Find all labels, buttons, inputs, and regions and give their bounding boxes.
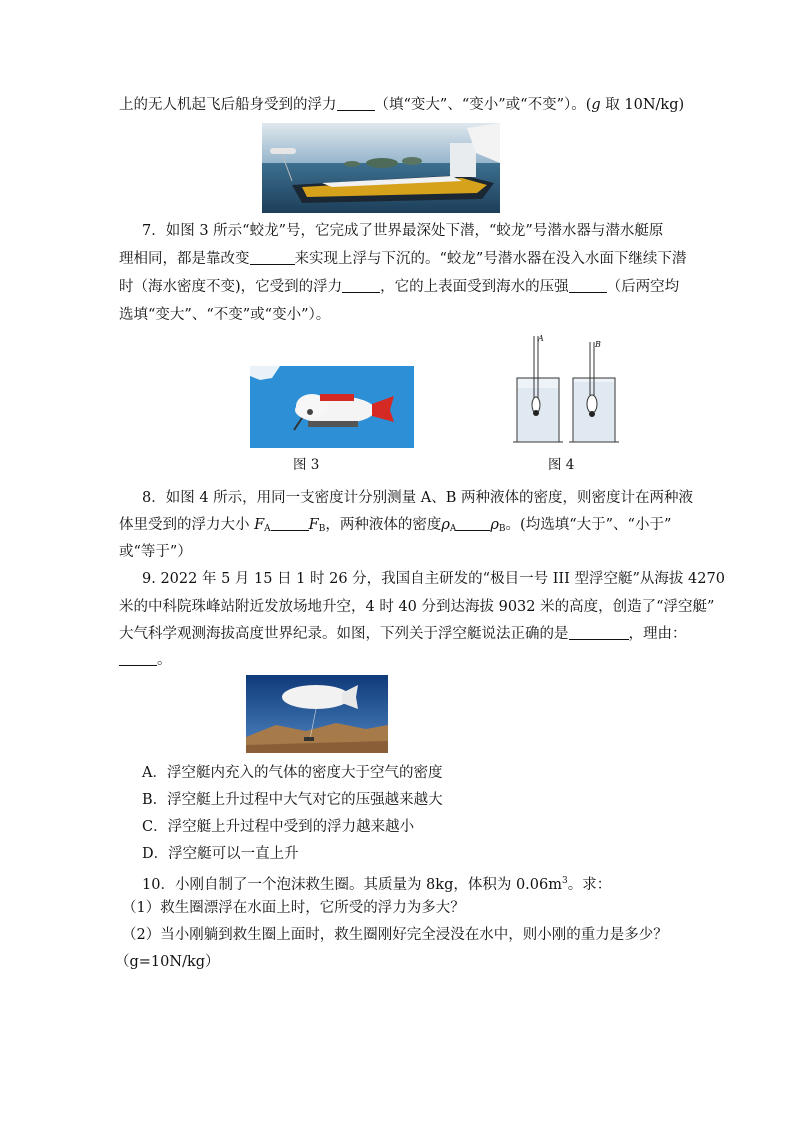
q8-blank2[interactable]: [456, 516, 490, 531]
q9-option-b: B．浮空艇上升过程中大气对它的压强越来越大: [142, 792, 443, 808]
airship-image: [246, 675, 388, 753]
q6-line: 上的无人机起飞后船身受到的浮力 （填“变大”、“变小”或“不变”）。(g 取 10N/kg): [119, 97, 685, 113]
q10-part3: （g=10N/kg）: [115, 954, 220, 970]
q9-option-c: C．浮空艇上升过程中受到的浮力越来越小: [142, 819, 415, 835]
density-meter-figure: [505, 332, 625, 447]
tube-b-label: B: [595, 340, 601, 349]
q9-line4: 。: [119, 651, 172, 669]
figure3-caption: 图 3: [293, 457, 320, 473]
ship-drone-image: [262, 123, 500, 213]
q9-option-d: D．浮空艇可以一直上升: [142, 846, 299, 862]
q10-line1: 10．小刚自制了一个泡沫救生圈。其质量为 8kg，体积为 $0.06m^3$。求：: [142, 876, 612, 893]
tube-a-label: A: [538, 334, 544, 343]
q9-option-a: A．浮空艇内充入的气体的密度大于空气的密度: [142, 765, 443, 781]
q7-blank3[interactable]: [569, 278, 607, 293]
submersible-image: [250, 366, 414, 448]
q8-blank1[interactable]: [271, 516, 309, 531]
q10-part2: （2）当小刚躺到救生圈上面时，救生圈刚好完全浸没在水中，则小刚的重力是多少？: [122, 927, 668, 943]
figure4-caption: 图 4: [548, 457, 575, 473]
q7-blank1[interactable]: [250, 250, 295, 265]
q9-blank2[interactable]: [119, 651, 157, 666]
q10-part1: （1）救生圈漂浮在水面上时，它所受的浮力为多大？: [122, 900, 465, 916]
q7-line2: 理相同，都是靠改变 来实现上浮与下沉的。“蛟龙”号潜水器在没入水面下继续下潜: [119, 251, 687, 267]
q6-blank[interactable]: [337, 96, 375, 111]
q7-line1: 7．如图 3 所示“蛟龙”号，它完成了世界最深处下潜，“蛟龙”号潜水器与潜水艇原: [142, 223, 664, 239]
q9-line3: 大气科学观测海拔高度世界纪录。如图，下列关于浮空艇说法正确的是 ，理由：: [119, 626, 687, 642]
q8-line3: 或“等于”）: [119, 544, 192, 560]
q8-line2: 体里受到的浮力大小 $F_A$ $F_B$，两种液体的密度$\rho_A$ $\rho_B$。(均选填“大于”、“小于”: [119, 517, 672, 534]
q7-blank2[interactable]: [342, 278, 380, 293]
q8-line1: 8．如图 4 所示，用同一支密度计分别测量 A、B 两种液体的密度，则密度计在两种液: [142, 490, 694, 506]
q7-line4: 选填“变大”、“不变”或“变小”）。: [119, 307, 331, 323]
q7-line3: 时（海水密度不变)，它受到的浮力 ，它的上表面受到海水的压强 （后两空均: [119, 279, 680, 295]
q9-blank1[interactable]: [569, 625, 629, 640]
q9-line2: 米的中科院珠峰站附近发放场地升空，4 时 40 分到达海拔 9032 米的高度，创造了“浮空艇”: [119, 599, 715, 615]
q9-line1: 9. 2022 年 5 月 15 日 1 时 26 分，我国自主研发的“极目一号 III 型浮空艇”从海拔 4270: [142, 571, 725, 587]
